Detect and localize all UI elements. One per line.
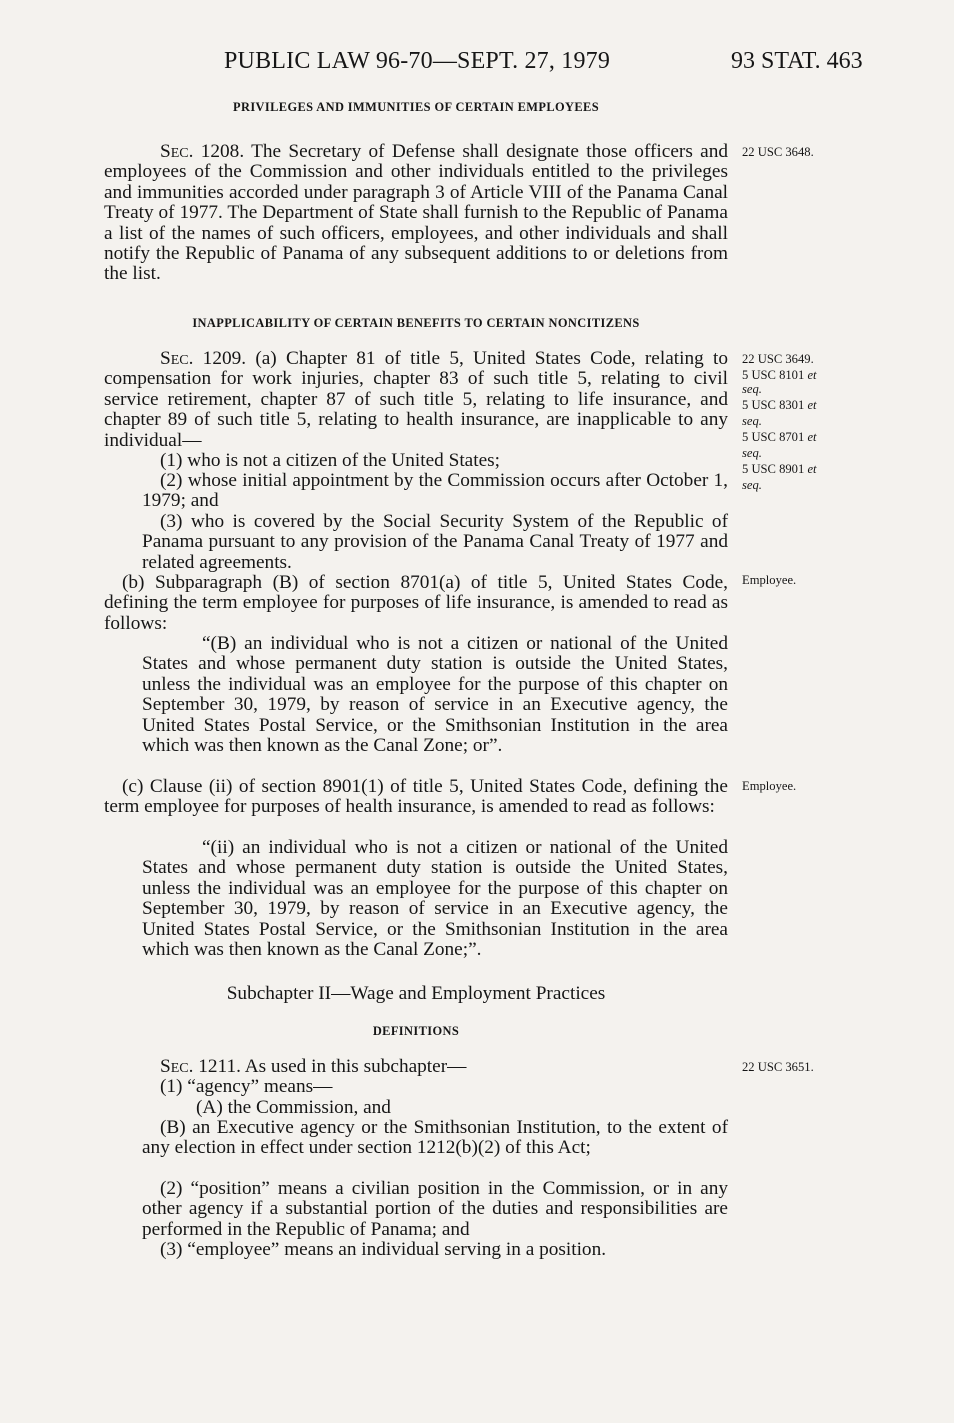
margin-note-8901-seq: seq. [742,478,762,492]
section-heading-1211: DEFINITIONS [372,1024,460,1038]
margin-note-8101-seq: seq. [742,382,762,396]
margin-note-employee-c: Employee. [742,779,797,793]
section-1209-paragraph-c: (c) Clause (ii) of section 8901(1) of title 5, United States Code, defining the term employee for purposes of health insurance, is amended to read as follows: [104,776,728,818]
margin-note-1208: 22 USC 3648. [742,145,814,159]
margin-note-8901: 5 USC 8901 et [742,462,817,476]
subchapter-title: Subchapter II—Wage and Employment Practices [226,983,606,1004]
section-text: (a) Chapter 81 of title 5, United States Code, relating to compensation for work injuries, chapter 83 of such title 5, relating to civil service retirement, chapter 87 of such title 5, relating to life insurance, and chapter 89 of such title 5, relating to health insurance, are inapplicable to any individual— [104,348,728,451]
page-header-title: PUBLIC LAW 96-70—SEPT. 27, 1979 [224,48,611,74]
margin-note-8101: 5 USC 8101 et [742,368,817,382]
page-header-stat: 93 STAT. 463 [731,48,863,74]
section-1209-paragraph-b: (b) Subparagraph (B) of section 8701(a) of title 5, United States Code, defining the term employee for purposes of life insurance, is amended to read as follows: [104,572,728,634]
section-1211-paragraph [104,1057,728,1077]
quote-8701: “(B) an individual who is not a citizen or national of the United States and whose permanent duty station is outside the United States, unless the individual was an employee for the purpose of this chapter on September 30, 1979, by reason of service in an Executive agency, the United States Postal Service, or the Smithsonian Institution in the area which was then known as the Canal Zone; or”. [142,633,728,757]
section-1208-paragraph [104,142,728,292]
margin-note-1211: 22 USC 3651. [742,1060,814,1074]
margin-note-employee-b: Employee. [742,573,797,587]
definition-item-3: (3) “employee” means an individual serving in a position. [160,1239,607,1260]
definition-item-1a: (A) the Commission, and [196,1097,391,1118]
margin-note-8301-seq: seq. [742,414,762,428]
list-item-3: (3) who is covered by the Social Security System of the Republic of Panama pursuant to any provision of the Panama Canal Treaty of 1977 and related agreements. [142,511,728,573]
list-item-1: (1) who is not a citizen of the United States; [160,450,501,471]
section-label: Sec. 1209. [160,348,247,369]
definition-item-1: (1) “agency” means— [160,1076,333,1097]
list-item-2: (2) whose initial appointment by the Commission occurs after October 1, 1979; and [142,470,728,512]
margin-note-8701-seq: seq. [742,446,762,460]
section-label: Sec. 1211. [160,1056,241,1077]
definition-item-1b: (B) an Executive agency or the Smithsonian Institution, to the extent of any election in effect under section 1212(b)(2) of this Act; [142,1117,728,1159]
definition-item-2: (2) “position” means a civilian position in the Commission, or in any other agency if a substantial portion of the duties and responsibilities are performed in the Republic of Panama; and [142,1178,728,1240]
section-heading-1209: INAPPLICABILITY OF CERTAIN BENEFITS TO CERTAIN NONCITIZENS [192,316,640,330]
section-label: Sec. 1208. [160,141,245,162]
section-1209-paragraph-a [104,349,728,451]
quote-8901: “(ii) an individual who is not a citizen or national of the United States and whose permanent duty station is outside the United States, unless the individual was an employee for the purpose of this chapter on September 30, 1979, by reason of service in an Executive agency, the United States Postal Service, or the Smithsonian Institution in the area which was then known as the Canal Zone;”. [142,837,728,961]
margin-note-8301: 5 USC 8301 et [742,398,817,412]
section-text: As used in this subchapter— [244,1056,467,1077]
section-text: The Secretary of Defense shall designate those officers and employees of the Commission and other individuals entitled to the privileges and immunities accorded under paragraph 3 of Article VIII of the Panama Canal Treaty of 1977. The Department of State shall furnish to the Republic of Panama a list of the names of such officers, employees, and other individuals and shall notify the Republic of Panama of any subsequent additions to or deletions from the list. [104,141,728,285]
section-heading-1208: PRIVILEGES AND IMMUNITIES OF CERTAIN EMPLOYEES [233,100,599,114]
margin-note-8701: 5 USC 8701 et [742,430,817,444]
margin-note-1209: 22 USC 3649. [742,352,814,366]
